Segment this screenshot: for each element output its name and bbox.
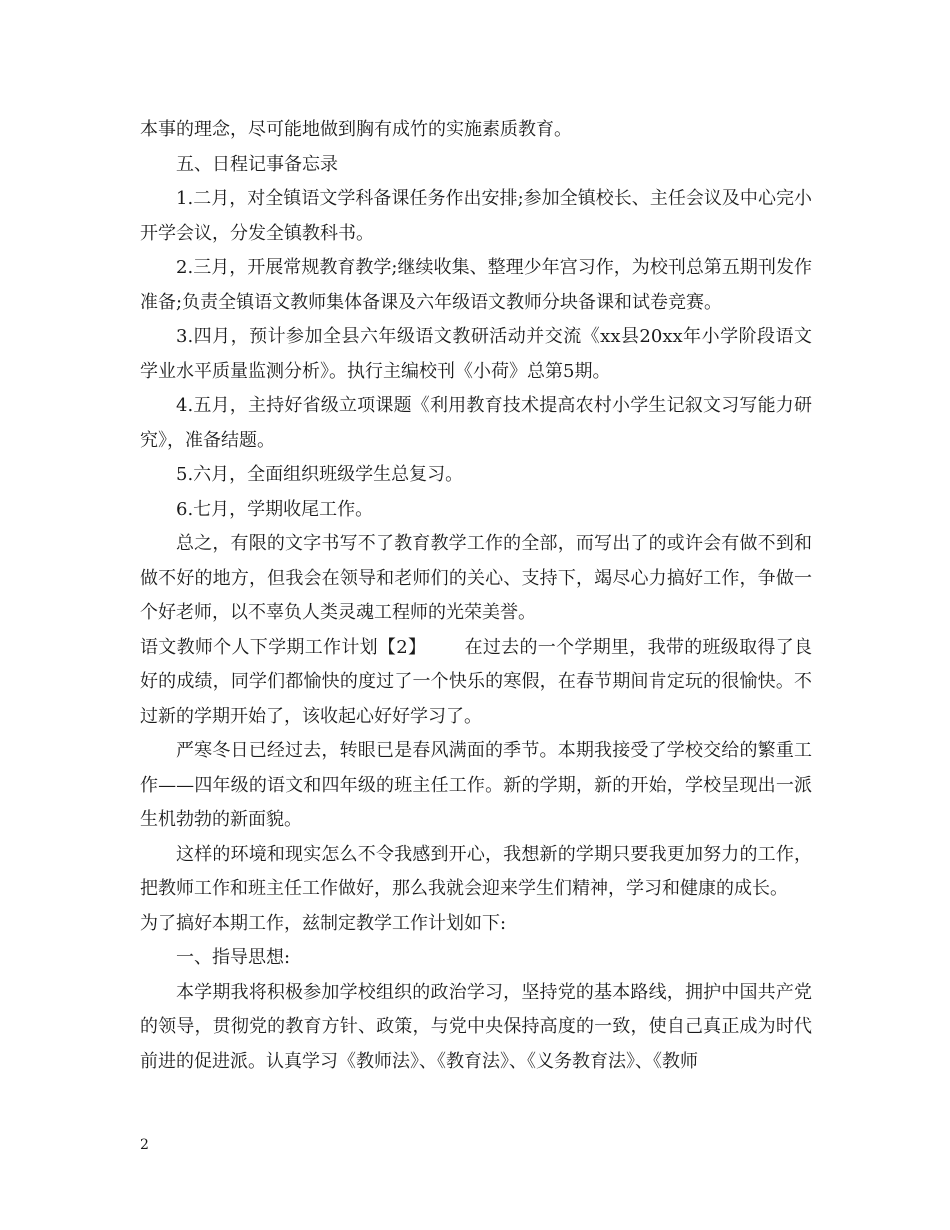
paragraph-political-study: 本学期我将积极参加学校组织的政治学习，坚持党的基本路线，拥护中国共产党的领导，贯彻党的教育方针、政策，与党中央保持高度的一致，使自己真正成为时代前进的促进派。认真学习《教师法》、《教育法》、《义务教育法》、《教师 — [140, 981, 812, 1072]
document-body — [140, 113, 812, 1079]
paragraph-0: 本事的理念，尽可能地做到胸有成竹的实施素质教育。 — [140, 119, 572, 140]
schedule-item-july: 6.七月，学期收尾工作。 — [176, 498, 374, 520]
schedule-item-may: 4.五月，主持好省级立项课题《利用教育技术提高农村小学生记叙文习写能力研究》，准备结题。 — [140, 395, 812, 451]
schedule-item-march: 2.三月，开展常规教育教学;继续收集、整理少年宫习作，为校刊总第五期刊发作准备;负责全镇语文教师集体备课及六年级语文教师分块备课和试卷竞赛。 — [140, 257, 812, 313]
paragraph-environment: 这样的环境和现实怎么不令我感到开心，我想新的学期只要我更加努力的工作，把教师工作和班主任工作做好，那么我就会迎来学生们精神，学习和健康的成长。 — [140, 843, 812, 899]
schedule-item-june: 5.六月，全面组织班级学生总复习。 — [176, 464, 464, 485]
schedule-item-april: 3.四月，预计参加全县六年级语文教研活动并交流《xx县20xx年小学阶段语文学业水平质量监测分析》。执行主编校刊《小荷》总第5期。 — [140, 326, 812, 382]
section-two-paragraph — [140, 631, 812, 735]
schedule-item-february: 1.二月，对全镇语文学科备课任务作出安排;参加全镇校长、主任会议及中心完小开学会议，分发全镇教科书。 — [140, 188, 812, 244]
section-title: 语文教师个人下学期工作计划【2】 — [140, 636, 427, 658]
section-intro: 在过去的一个学期里，我带的班级取得了良好的成绩，同学们都愉快的度过了一个快乐的寒假，在春节期间肯定玩的很愉快。不过新的学期开始了，该收起心好好学习了。 — [140, 636, 813, 727]
paragraph-plan-intro: 为了搞好本期工作，兹制定教学工作计划如下: — [140, 912, 507, 934]
summary-paragraph: 总之，有限的文字书写不了教育教学工作的全部，而写出了的或许会有做不到和做不好的地方，但我会在领导和老师们的关心、支持下，竭尽心力搞好工作，争做一个好老师，以不辜负人类灵魂工程师的光荣美誉。 — [140, 533, 812, 623]
heading-schedule-memo: 五、日程记事备忘录 — [176, 153, 338, 175]
paragraph-winter: 严寒冬日已经过去，转眼已是春风满面的季节。本期我接受了学校交给的繁重工作——四年级的语文和四年级的班主任工作。新的学期，新的开始，学校呈现出一派生机勃勃的新面貌。 — [140, 740, 812, 830]
page-number: 2 — [140, 1137, 149, 1153]
heading-guiding-thought: 一、指导思想: — [176, 947, 291, 968]
